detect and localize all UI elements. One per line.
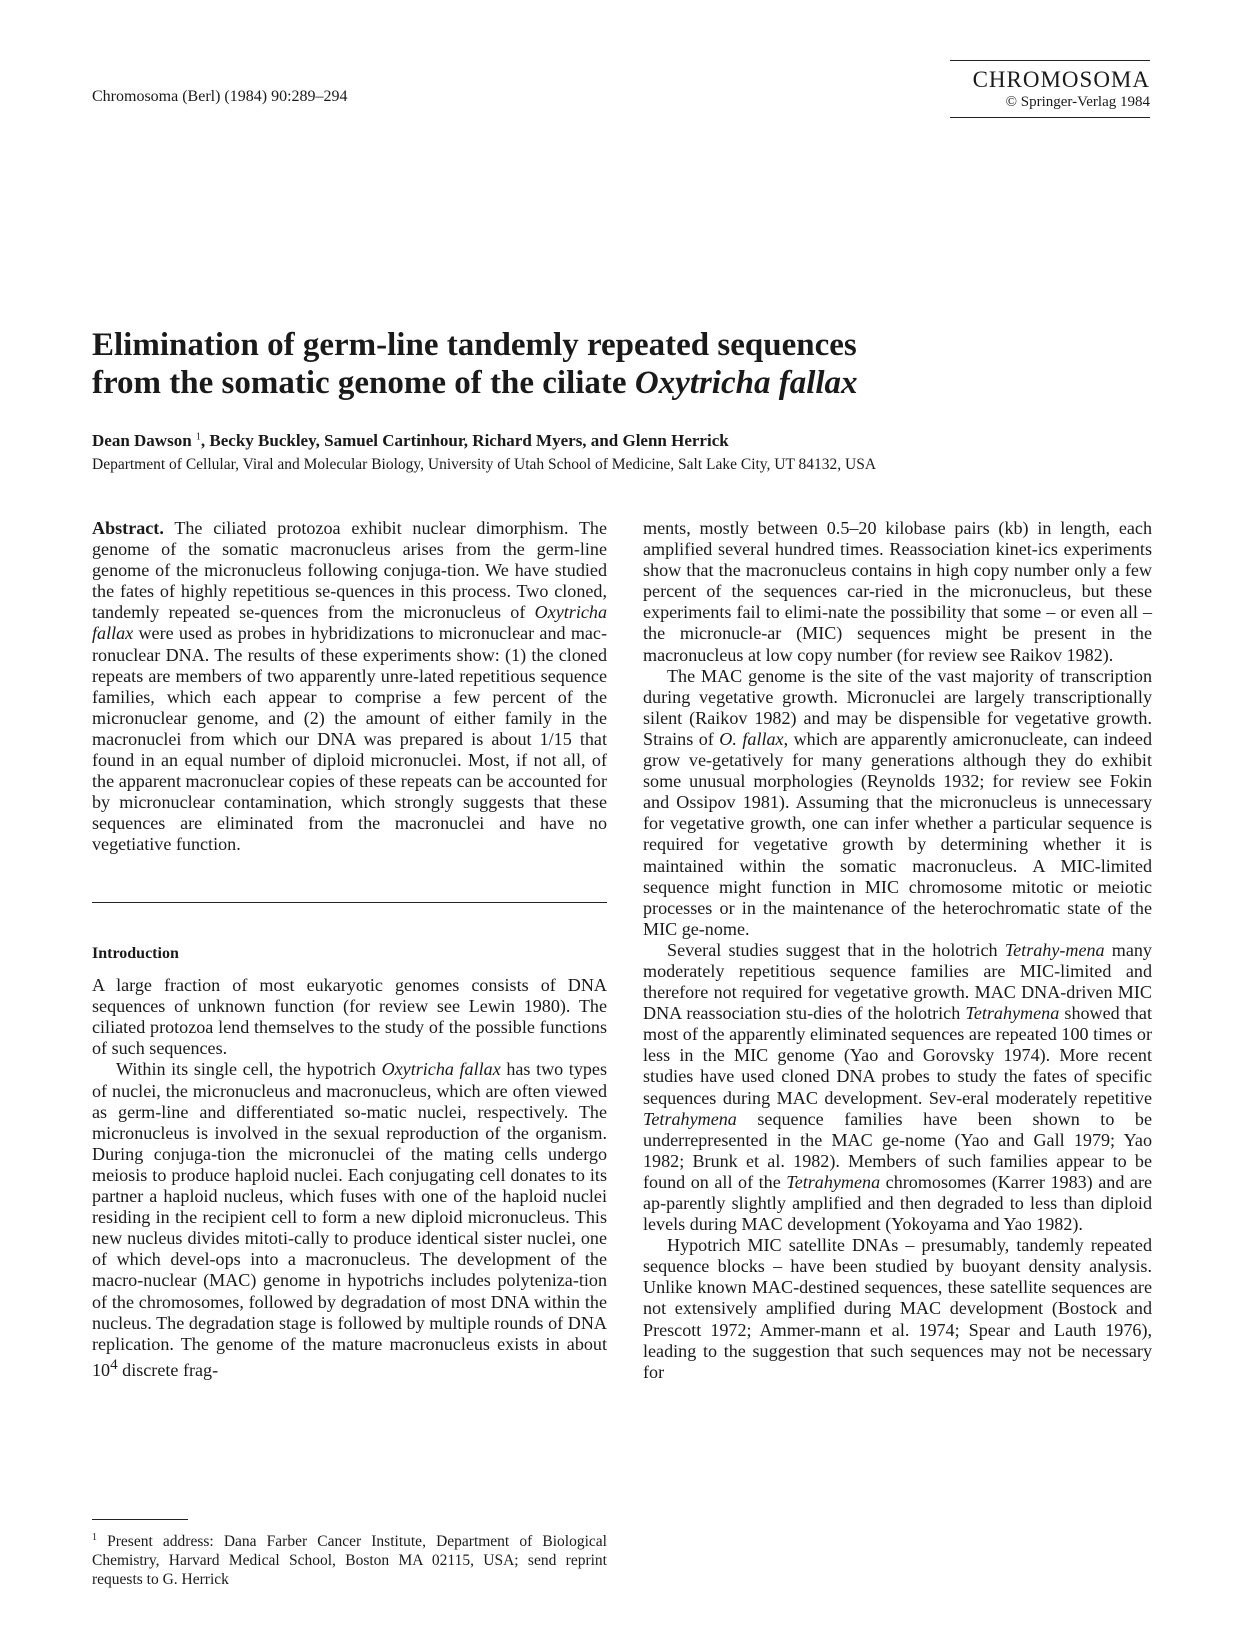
intro-p4-d: sequence families have been shown to be underrepresented in the MAC ge-nome (Yao and Gall 1979; Yao 1982; Brunk et al. 1982). Members of such families appear to be found on all of the: [643, 1108, 1152, 1192]
title-line-2: [92, 364, 1152, 402]
masthead-bottom-rule: [950, 117, 1150, 118]
article-title: [92, 326, 1152, 402]
intro-p4-genus-3: Tetrahymena: [643, 1108, 737, 1129]
footnote-text: Present address: Dana Farber Cancer Institute, Department of Biological Chemistry, Harvard Medical School, Boston MA 02115, USA; send reprint requests to G. Herrick: [92, 1533, 607, 1589]
left-column: [92, 518, 607, 856]
abstract: [92, 518, 607, 856]
intro-paragraph-3: [643, 666, 1152, 940]
intro-p4-c: showed that most of the apparently eliminated sequences are repeated 100 times or less in the MIC genome (Yao and Gorovsky 1974). More recent studies have used cloned DNA probes to study the fates of specific sequences during MAC development. Sev-eral moderately repetitive: [643, 1003, 1152, 1108]
journal-name: CHROMOSOMA: [972, 67, 1150, 92]
intro-p2-exponent: 4: [110, 1356, 118, 1373]
title-species: Oxytricha fallax: [634, 365, 858, 401]
copyright-line: © Springer-Verlag 1984: [1005, 94, 1150, 110]
affiliation: Department of Cellular, Viral and Molecular Biology, University of Utah School of Medicine, Salt Lake City, UT 84132, USA: [92, 456, 877, 473]
abstract-text-a: The ciliated protozoa exhibit nuclear dimorphism. The genome of the somatic macronucleus arises from the germ-line genome of the micronucleus following conjuga-tion. We have studied the fates of highly repetitious se-quences in this process. Two cloned, tandemly repeated se-quences from the micronucleus of: [92, 518, 607, 623]
intro-p3-b: , which are apparently amicronucleate, can indeed grow ve-getatively for many generations although they do exhibit some unusual morphologies (Reynolds 1932; for review see Fokin and Ossipov 1981). Assuming that the micronucleus is unnecessary for vegetative growth, one can infer whether a particular sequence is required for vegetative growth by determining whether it is maintained within the somatic macronucleus. A MIC-limited sequence might function in MIC chromosome mitotic or meiotic processes or in the maintenance of the heterochromatic state of the MIC ge-nome.: [643, 728, 1152, 939]
abstract-text-b: were used as probes in hybridizations to micronuclear and mac-ronuclear DNA. The results of these experiments show: (1) the cloned repeats are members of two apparently unre-lated repetitious sequence families, which each appear to comprise a few percent of the micronuclear genome, and (2) the amount of either family in the macronuclei from which our DNA was prepared is about 1/15 that found in an equal number of diploid micronuclei. Most, if not all, of the apparent macronuclear copies of these repeats can be accounted for by micronuclear contamination, which strongly suggests that these sequences are eliminated from the macronuclei and have no vegetiative function.: [92, 623, 607, 855]
intro-paragraph-2: [92, 1059, 607, 1380]
intro-p2-a: Within its single cell, the hypotrich: [116, 1059, 382, 1080]
abstract-label: Abstract.: [92, 518, 164, 538]
intro-p4-a: Several studies suggest that in the holotrich: [667, 939, 1005, 960]
masthead-top-rule: [950, 60, 1150, 61]
intro-p4-genus-1: Tetrahy-mena: [1004, 939, 1105, 960]
title-line-1: Elimination of germ-line tandemly repeated sequences: [92, 327, 857, 363]
title-line-2-text: from the somatic genome of the ciliate: [92, 365, 635, 401]
footnote-mark: 1: [92, 1532, 97, 1543]
intro-p4-genus-4: Tetrahymena: [786, 1171, 881, 1192]
journal-masthead: [950, 60, 1150, 118]
author-list: [92, 431, 729, 451]
right-column: [643, 518, 1152, 1383]
footnote: [92, 1528, 607, 1589]
section-heading-introduction: Introduction: [92, 945, 179, 962]
abstract-divider: [92, 902, 607, 903]
introduction-column-left: [92, 943, 607, 1381]
intro-p2-c: discrete frag-: [117, 1359, 219, 1380]
intro-paragraph-4: [643, 940, 1152, 1235]
first-author: Dean Dawson: [92, 431, 192, 450]
intro-p4-e: chromosomes (Karrer 1983) and are ap-parently slightly amplified and then degraded to less than diploid levels during MAC development (Yokoyama and Yao 1982).: [643, 1171, 1153, 1235]
footnote-divider: [92, 1519, 188, 1520]
intro-p2-b: has two types of nuclei, the micronucleus and macronucleus, which are often viewed as germ-line and differentiated so-matic nuclei, respectively. The micronucleus is involved in the sexual reproduction of the organism. During conjuga-tion the micronuclei of the mating cells undergo meiosis to produce haploid nuclei. Each conjugating cell donates to its partner a haploid nucleus, which fuses with one of the haploid nuclei residing in the recipient cell to form a new diploid micronucleus. This new nucleus divides mitoti-cally to produce identical sister nuclei, one of which devel-ops into a macronucleus. The development of the macro-nuclear (MAC) genome in hypotrichs includes polyteniza-tion of the chromosomes, followed by degradation of most DNA within the nucleus. The degradation stage is followed by multiple rounds of DNA replication. The genome of the mature macronucleus exists in about 10: [92, 1059, 608, 1380]
intro-paragraph-1: A large fraction of most eukaryotic genomes consists of DNA sequences of unknown function (for review see Lewin 1980). The ciliated protozoa lend themselves to the study of the possible functions of such sequences.: [92, 975, 607, 1059]
author-footnote-mark: 1: [195, 431, 201, 443]
journal-citation: Chromosoma (Berl) (1984) 90:289–294: [92, 88, 348, 105]
intro-p2-species: Oxytricha fallax: [381, 1059, 501, 1080]
other-authors: , Becky Buckley, Samuel Cartinhour, Richard Myers, and Glenn Herrick: [200, 431, 729, 450]
intro-p3-species: O. fallax: [719, 728, 784, 749]
intro-p3-a: The MAC genome is the site of the vast majority of transcription during vegetative growth. Micronuclei are largely transcriptionally silent (Raikov 1982) and may be dispensible for vegetative growth. Strains of: [643, 665, 1152, 749]
intro-p4-genus-2: Tetrahymena: [965, 1003, 1060, 1024]
abstract-species: Oxytricha fallax: [92, 602, 607, 644]
intro-paragraph-5: Hypotrich MIC satellite DNAs – presumably, tandemly repeated sequence blocks – have been studied by buoyant density analysis. Unlike known MAC-destined sequences, these satellite sequences are not extensively amplified during MAC development (Bostock and Prescott 1972; Ammer-mann et al. 1974; Spear and Lauth 1976), leading to the suggestion that such sequences may not be necessary for: [643, 1235, 1152, 1382]
intro-p4-b: many moderately repetitious sequence families are MIC-limited and therefore not required for vegetative growth. MAC DNA-driven MIC DNA reassociation stu-dies of the holotrich: [643, 939, 1152, 1024]
intro-paragraph-2-continued: ments, mostly between 0.5–20 kilobase pairs (kb) in length, each amplified several hundred times. Reassociation kinet-ics experiments show that the macronucleus contains in high copy number only a few percent of the sequences car-ried in the micronucleus, but these experiments fail to elimi-nate the possibility that some – or even all – the micronucle-ar (MIC) sequences might be present in the macronucleus at low copy number (for review see Raikov 1982).: [643, 518, 1152, 665]
